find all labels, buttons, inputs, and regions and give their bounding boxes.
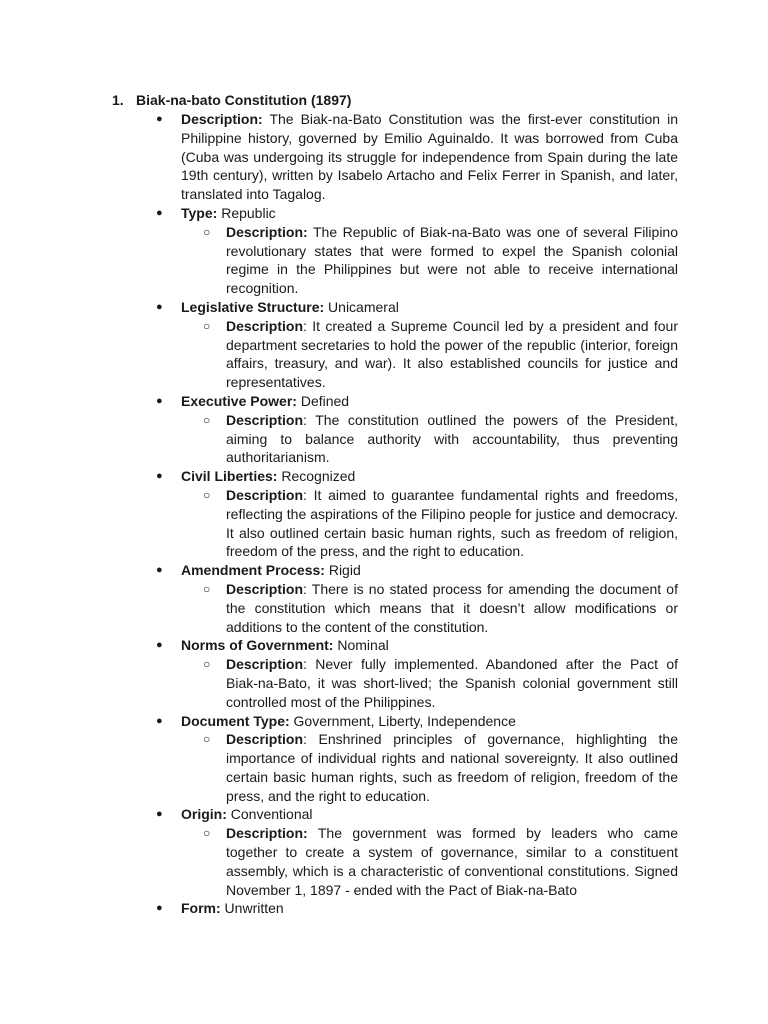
sub-list — [181, 730, 678, 805]
list-item-legislative-structure — [156, 298, 678, 392]
sub-item-description — [203, 730, 678, 805]
sub-item-value: The Republic of Biak-na-Bato was one of several Filipino revolutionary states that were formed to expel the Spanish colonial regime in the Philippines but were not able to receive international recognition. — [226, 223, 678, 297]
sub-item-value: : It created a Supreme Council led by a president and four department secretaries to hold the power of the republic (interior, foreign affairs, treasury, and war). It also established councils for justice and representatives. — [226, 317, 678, 391]
item-value: Rigid — [324, 562, 361, 579]
sub-item-description — [203, 580, 678, 636]
sub-item-value: : Enshrined principles of governance, highlighting the importance of individual rights and national sovereignty. It also outlined certain basic human rights, such as freedom of religion, freedom of the press, and the right to education. — [226, 731, 678, 804]
sub-item-label: Description — [226, 486, 304, 503]
item-text — [181, 204, 678, 223]
hollow-bullet-icon: ○ — [203, 732, 211, 747]
sub-item-text — [226, 486, 678, 561]
sub-item-label: Description — [226, 580, 304, 597]
sub-item-value: The government was formed by leaders who came together to create a system of governance, similar to a constituent assembly, which is a characteristic of conventional constitutions. Signed November 1, 1897 - ended with the Pact of Biak-na-Bato — [226, 825, 678, 898]
item-label: Civil Liberties: — [181, 468, 278, 485]
sub-item-label: Description: — [226, 223, 308, 240]
item-value: Unwritten — [220, 900, 284, 917]
sub-item-text — [226, 580, 678, 636]
section-heading — [112, 91, 351, 110]
item-value: Recognized — [277, 468, 356, 485]
section-title: Biak-na-bato Constitution (1897) — [136, 92, 352, 108]
list-item-executive-power — [156, 392, 678, 467]
item-value: Defined — [296, 392, 350, 409]
list-item-amendment-process — [156, 561, 678, 636]
item-text — [181, 561, 678, 580]
sub-item-value: : The constitution outlined the powers of the President, aiming to balance authority with accountability, thus preventing authoritarianism. — [226, 411, 678, 466]
list-item-description — [156, 110, 678, 204]
sub-item-text — [226, 411, 678, 467]
sub-list — [181, 824, 678, 899]
sub-item-description — [203, 317, 678, 392]
bullet-icon: ● — [156, 714, 163, 727]
sub-item-text — [226, 655, 678, 711]
sub-item-description — [203, 411, 678, 467]
item-value: Nominal — [333, 637, 389, 654]
section-number: 1. — [112, 92, 124, 108]
item-label: Origin: — [181, 806, 227, 823]
item-text — [181, 712, 678, 731]
item-label: Document Type: — [181, 712, 290, 729]
bullet-icon: ● — [156, 113, 163, 125]
sub-item-value: : It aimed to guarantee fundamental rights and freedoms, reflecting the aspirations of the Filipino people for justice and democracy. It also outlined certain basic human rights, such as freedom of religion, freedom of the press, and the right to education. — [226, 486, 678, 560]
item-text — [181, 392, 678, 411]
bullet-icon: ● — [156, 206, 163, 219]
item-value: Conventional — [226, 806, 313, 823]
bullet-icon: ● — [156, 300, 163, 313]
sub-item-description — [203, 486, 678, 561]
sub-item-label: Description — [226, 411, 304, 428]
sub-item-label: Description — [226, 317, 304, 334]
bullet-icon: ● — [156, 564, 163, 577]
bullet-icon: ● — [156, 902, 163, 915]
item-value: Unicameral — [324, 298, 399, 315]
sub-list — [181, 411, 678, 467]
item-text — [181, 298, 678, 317]
sub-item-value: : Never fully implemented. Abandoned after the Pact of Biak-na-Bato, it was short-lived; the Spanish colonial government still controlled most of the Philippines. — [226, 656, 678, 710]
sub-item-description — [203, 223, 678, 298]
sub-list — [181, 486, 678, 561]
hollow-bullet-icon: ○ — [203, 318, 211, 333]
hollow-bullet-icon: ○ — [203, 487, 211, 502]
list-item-civil-liberties — [156, 467, 678, 561]
hollow-bullet-icon: ○ — [203, 826, 211, 841]
sub-item-text — [226, 223, 678, 298]
item-value: The Biak-na-Bato Constitution was the first-ever constitution in Philippine history, governed by Emilio Aguinaldo. It was borrowed from Cuba (Cuba was undergoing its struggle for independence from Spain during the late 19th century), written by Isabelo Artacho and Felix Ferrer in Spanish, and later, translated into Tagalog. — [181, 111, 678, 203]
hollow-bullet-icon: ○ — [203, 412, 211, 427]
item-text — [181, 467, 678, 486]
sub-list — [181, 317, 678, 392]
item-text — [181, 899, 678, 918]
sub-item-description — [203, 655, 678, 711]
sub-item-value: : There is no stated process for amending the document of the constitution which means that it doesn’t allow modifications or additions to the content of the constitution. — [226, 580, 678, 635]
list-item-norms-of-government — [156, 636, 678, 711]
hollow-bullet-icon: ○ — [203, 657, 211, 672]
item-label: Description: — [181, 111, 263, 127]
list-item-origin — [156, 805, 678, 899]
sub-list — [181, 655, 678, 711]
sub-item-label: Description: — [226, 825, 308, 842]
bullet-icon: ● — [156, 394, 163, 407]
bullet-icon: ● — [156, 470, 163, 483]
sub-item-text — [226, 824, 678, 899]
item-label: Amendment Process: — [181, 562, 325, 579]
attribute-list — [156, 110, 678, 918]
item-label: Type: — [181, 204, 218, 221]
item-label: Form: — [181, 900, 221, 917]
hollow-bullet-icon: ○ — [203, 224, 211, 239]
sub-item-text — [226, 317, 678, 392]
item-value: Republic — [217, 204, 276, 221]
list-item-form — [156, 899, 678, 918]
item-value: Government, Liberty, Independence — [289, 712, 516, 729]
sub-item-label: Description — [226, 731, 304, 748]
bullet-icon: ● — [156, 808, 163, 821]
item-label: Norms of Government: — [181, 637, 334, 654]
item-text — [181, 110, 678, 204]
hollow-bullet-icon: ○ — [203, 581, 211, 596]
list-item-document-type — [156, 712, 678, 806]
item-label: Executive Power: — [181, 392, 297, 409]
sub-list — [181, 223, 678, 298]
sub-list — [181, 580, 678, 636]
item-label: Legislative Structure: — [181, 298, 325, 315]
sub-item-description — [203, 824, 678, 899]
sub-item-text — [226, 730, 678, 805]
bullet-icon: ● — [156, 639, 163, 652]
item-text — [181, 805, 678, 824]
sub-item-label: Description — [226, 656, 304, 673]
list-item-type — [156, 204, 678, 298]
item-text — [181, 636, 678, 655]
